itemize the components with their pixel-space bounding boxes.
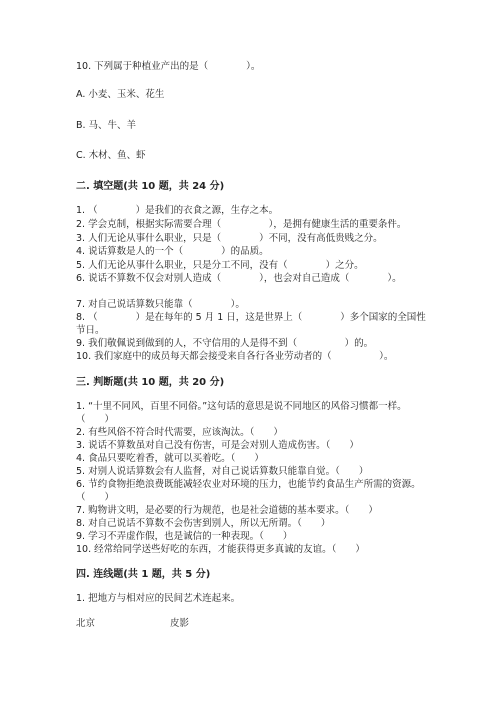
fill-item-5: 5. 人们无论从事什么职业，只是分工不同，没有（ ）之分。 [76,260,364,271]
fill-item-1: 1. （ ）是我们的衣食之源，生存之本。 [76,205,279,216]
judge-item-8: 8. 对自己说话不算数不会伤害到别人，所以无所谓。（ ） [76,518,331,529]
judge-item-1: 1. “十里不同风，百里不同俗。”这句话的意思是说不同地区的风俗习惯都一样。（ ） [76,401,407,425]
fill-item-3: 3. 人们无论从事什么职业，只是（ ）不同，没有高低贵贱之分。 [76,233,383,244]
q10-option-b: B. 马、牛、羊 [76,120,137,131]
fill-item-2: 2. 学会克制，根据实际需要合理（ ），是拥有健康生活的重要条件。 [76,219,407,230]
q10-option-c: C. 木材、鱼、虾 [76,150,146,161]
fill-item-9: 9. 我们敬佩说到做到的人，不守信用的人是得不到（ ）的。 [76,338,374,349]
judge-item-4: 4. 食品只要吃着香，就可以买着吃。（ ） [76,453,264,464]
section-3-title: 三. 判断题(共 10 题，共 20 分) [76,377,225,388]
judge-item-10: 10. 经常给同学送些好吃的东西，才能获得更多真诚的友谊。（ ） [76,544,365,555]
fill-item-4: 4. 说话算数是人的一个（ ）的品质。 [76,246,269,257]
judge-item-5: 5. 对别人说话算数会有人监督，对自己说话算数只能靠自觉。（ ） [76,466,369,477]
fill-item-7: 7. 对自己说话算数只能靠（ ）。 [76,299,245,310]
fill-item-8: 8. （ ）是在每年的 5 月 1 日，这是世界上（ ）多个国家的全国性节日。 [76,312,426,336]
judge-item-2: 2. 有些风俗不符合时代需要，应该淘汰。（ ） [76,427,283,438]
match-right-piying: 皮影 [170,618,190,629]
match-left-beijing: 北京 [76,618,96,629]
q10-stem: 10. 下列属于种植业产出的是（ ）。 [76,61,261,72]
match-item-1: 1. 把地方与相对应的民间艺术连起来。 [76,593,241,604]
judge-item-9: 9. 学习不弄虚作假，也是诚信的一种表现。（ ） [76,531,293,542]
judge-item-3: 3. 说话不算数虽对自己没有伤害，可是会对别人造成伤害。（ ） [76,440,359,451]
section-4-title: 四. 连线题(共 1 题，共 5 分) [76,569,211,580]
judge-item-6: 6. 节约食物拒绝浪费既能减轻农业对环境的压力，也能节约食品生产所需的资源。（ ） [76,479,421,503]
fill-item-10: 10. 我们家庭中的成员每天都会接受来自各行各业劳动者的（ ）。 [76,351,394,362]
judge-item-7: 7. 购物讲文明，是必要的行为规范，也是社会道德的基本要求。（ ） [76,505,378,516]
section-2-title: 二. 填空题(共 10 题，共 24 分) [76,181,225,192]
fill-item-6: 6. 说话不算数不仅会对别人造成（ ），也会对自己造成（ ）。 [76,273,402,284]
q10-option-a: A. 小麦、玉米、花生 [76,89,165,100]
